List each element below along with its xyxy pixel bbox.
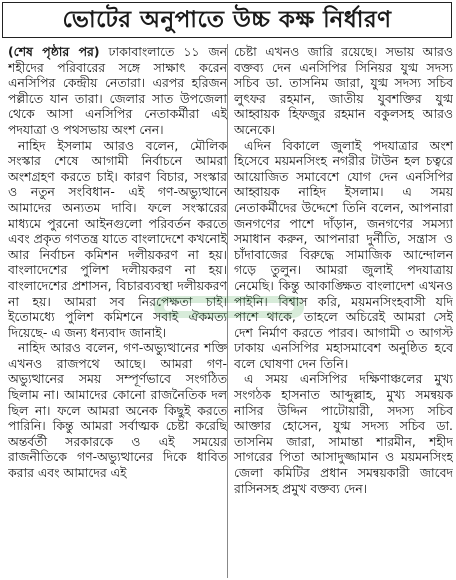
article-paragraph: নাহিদ ইসলাম আরও বলেন, মৌলিক সংস্কার শেষে আগামী নির্বাচনে আমরা অংশগ্রহণ করতে চাই। কারণ বিচার, সংস্কার ও নতুন সংবিধান- এই গণ-অভ্যুত্থানে আমাদের অন্যতম দাবি। ফলে সংস্কারের মাধ্যমে পুরনো আইনগুলো পরিবর্তন করতে এবং প্রকৃত গণতন্ত্র যাতে বাংলাদেশে কখনোই আর নির্বাচন কমিশন দলীয়করণ না হয়। বাংলাদেশের পুলিশ দলীয়করণ না হয়। বাংলাদেশের প্রশাসন, বিচারব্যবস্থা দলীয়করণ না হয়। আমরা সব নিরপেক্ষতা চাই। ইতোমধ্যে পুলিশ কমিশনে সবাই ঐকমত্য দিয়েছে- এ জন্য ধন্যবাদ জানাই। [8,137,227,340]
article-paragraph: চেষ্টা এখনও জারি রয়েছে। সভায় আরও বক্তব্য দেন এনসিপির সিনিয়র যুগ্ম সদস্য সচিব ডা. তাসনিম জারা, যুগ্ম সদস্য সচিব লুৎফর রহমান, জাতীয় যুবশক্তির যুগ্ম আহ্বায়ক হিফজুর রহমান বকুলসহ আরও অনেকে। [234,44,453,137]
headline-box [2,2,452,38]
article-paragraph: এদিন বিকালে জুলাই পদযাত্রার অংশ হিসেবে ময়মনসিংহ নগরীর টাউন হল চত্বরে আয়োজিত সমাবেশে যোগ দেন এনসিপির আহ্বায়ক নাহিদ ইসলাম। এ সময় নেতাকর্মীদের উদ্দেশে তিনি বলেন, আপনারা জনগণের পাশে দাঁড়ান, জনগণের সমস্যা সমাধান করুন, আপনারা দুর্নীতি, সন্ত্রাস ও চাঁদাবাজের বিরুদ্ধে সামাজিক আন্দোলন গড়ে তুলুন। আমরা জুলাই পদযাত্রায় নেমেছি। কিন্তু আকাঙ্ক্ষিত বাংলাদেশ এখনও পাইনি। বিশ্বাস করি, ময়মনসিংহবাসী যদি পাশে থাকে, তাহলে অচিরেই আমরা সেই দেশ নির্মাণ করতে পারব। আগামী ৩ আগস্ট ঢাকায় এনসিপির মহাসমাবেশ অনুষ্ঠিত হবে বলে ঘোষণা দেন তিনি। [234,137,453,371]
article-paragraph [8,44,227,138]
column-divider [227,44,228,578]
dateline: (শেষ পৃষ্ঠার পর) [8,44,100,59]
article-paragraph-text: ঢাকাবাংলাতে ১১ জন শহীদের পরিবারের সঙ্গে সাক্ষাৎ করেন এনসিপির কেন্দ্রীয় নেতারা। এরপর হরিজন পল্লীতে যান তারা। জেলার সাত উপজেলা থেকে আসা এনসিপির নেতাকর্মীরা এই পদযাত্রা ও পথসভায় অংশ নেন। [8,44,227,137]
headline: ভোটের অনুপাতে উচ্চ কক্ষ নির্ধারণ [62,6,392,33]
article-column-left [8,44,227,578]
article-column-right [234,44,453,578]
article-paragraph: নাহিদ আরও বলেন, গণ-অভ্যুত্থানের শক্তি এখনও রাজপথে আছে। আমরা গণ-অভ্যুত্থানের সময় সম্পূর্ণভাবে সংগঠিত ছিলাম না। আমাদের কোনো রাজনৈতিক দল ছিল না। ফলে আমরা অনেক কিছুই করতে পারিনি। কিন্তু আমরা সর্বাত্মক চেষ্টা করেছি অন্তর্বর্তী সরকারকে ও এই সময়ের রাজনীতিকে গণ-অভ্যুত্থানের দিকে ধাবিত করার এবং আমাদের এই [8,340,227,481]
article-paragraph: এ সময় এনসিপির দক্ষিণাঞ্চলের মুখ্য সংগঠক হাসনাত আব্দুল্লাহ, মুখ্য সমন্বয়ক নাসির উদ্দিন পাটোয়ারী, সদস্য সচিব আক্তার হোসেন, যুগ্ম সদস্য সচিব ডা. তাসনিম জারা, সামান্তা শারমীন, শহীদ সাগরের পিতা আসাদুজ্জামান ও ময়মনসিংহ জেলা কমিটির প্রধান সমন্বয়কারী জাবেদ রাসিনসহ প্রমুখ বক্তব্য দেন। [234,371,453,496]
